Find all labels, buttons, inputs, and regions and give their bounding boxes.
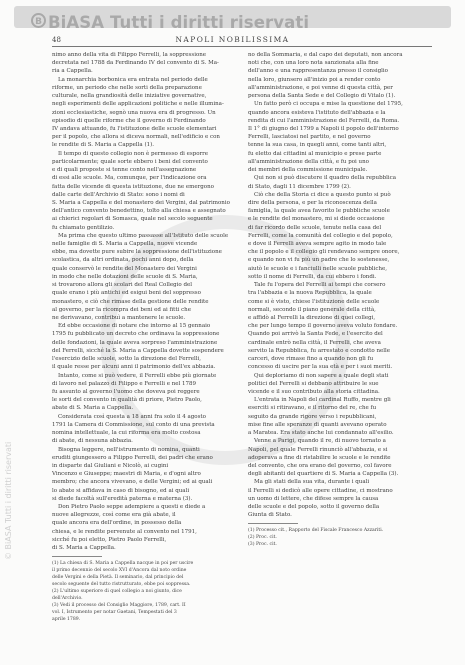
text-line: in disparte dal Giuliani e Nicolò, ai cugini xyxy=(52,462,169,469)
text-line: Giunta di Stato. xyxy=(248,512,292,519)
footnote-line: dell'Archivio. xyxy=(52,596,83,602)
running-head: NAPOLI NOBILISSIMA xyxy=(175,35,290,44)
text-line: famiglia, la quale avea favorito le pubbliche scuole xyxy=(248,208,390,215)
text-line: no della Sommaria, e dal capo dei deputati, non ancora xyxy=(248,52,403,58)
text-line: di abate, di nessuna abbazia. xyxy=(52,438,133,445)
text-line: delle fondazioni, la quale aveva sorpreso l'amministrazione xyxy=(52,339,218,346)
text-line: del Ferrelli, sicché la S. Maria a Cappella dovette sospendere xyxy=(52,347,224,354)
text-line: aiutò le scuole e i fanciulli nelle scuole pubbliche, xyxy=(248,265,387,272)
text-line: del convento, che ora erano del governo, col favore xyxy=(248,462,392,469)
text-line: abate di S. Maria a Cappella. xyxy=(52,405,134,412)
text-line: Considerata così questa a 18 anni fra solo il 4 agosto xyxy=(58,413,206,420)
page-number: 48 xyxy=(52,36,61,44)
text-line: particolarmente; quale sorte ebbero i beni del convento xyxy=(52,158,208,165)
text-line: fu assunto al governo l'uomo che doveva poi reggere xyxy=(52,388,200,395)
text-line: noti che, con una loro nota sanzionata alla fine xyxy=(248,60,379,67)
text-line: riforme, un periodo che nelle sorti della preparazione xyxy=(52,84,202,91)
text-line: scolastica, da altri ordinata, pochi anni dopo, della xyxy=(52,257,194,264)
text-line: un uomo di lettere, che difese sempre la causa xyxy=(248,495,379,502)
text-line: dei membri della commissione municipale. xyxy=(248,167,368,174)
text-line: si trovarono allora gli scolari del Real Collegio del xyxy=(52,282,192,289)
text-line: Ferrelli, come la comunità del collegio e del popolo, xyxy=(248,232,393,239)
text-line: e le rendite del monastero, mi si diede occasione xyxy=(248,216,385,223)
text-line: mise fine alle speranze di quanti avevano operato xyxy=(248,421,387,428)
text-line: negli esperimenti delle applicazioni politiche e nelle illumina- xyxy=(52,101,224,108)
text-line: Tale fu l'opera del Ferrelli ai tempi che corsero xyxy=(254,282,386,289)
text-line: Qui non si può discutere il quadro della repubblica xyxy=(254,175,396,182)
text-line: tra l'abbazia e la nuova Repubblica, la quale xyxy=(248,290,372,297)
footnote-line: delle Vergini e della Pietà. Il seminario, dal principio del xyxy=(52,575,184,581)
text-line: concesso di uscire per la sua età e per i suoi meriti. xyxy=(248,364,393,371)
text-line: politici del Ferrelli si debbano attribuire le sue xyxy=(248,380,379,387)
text-line: le rendite di S. Maria a Cappella (1). xyxy=(52,142,154,149)
text-line: di lavoro nel palazzo di Filippo e Ferrelli e nel 1789 xyxy=(52,380,197,387)
text-line: seguito da grande rigore verso i repubblicani, xyxy=(248,413,377,420)
text-line: Don Pietro Paolo seppe adempiere a questi e diede a xyxy=(58,504,206,511)
text-line: sotto il nome di Ferrelli, da cui ebbero i fondi. xyxy=(248,273,377,280)
footnote-rule xyxy=(248,523,298,524)
text-line: degli abitanti del quartiere di S. Maria a Cappella (3). xyxy=(248,471,399,478)
text-line: e affidò al Ferrelli la direzione di quei collegi, xyxy=(248,315,376,321)
text-line: al governo, per la ricompra dei beni ed ai fitti che xyxy=(52,306,191,313)
text-line: Vincenzo e Giuseppe; maestri di Maria, e d'ogni altro xyxy=(52,471,201,478)
biasa-logo-icon: B xyxy=(31,13,46,28)
text-line: e di quali proposte si tenne conto nell'assegnazione xyxy=(52,167,197,174)
text-line: ebbe, ma dovette pure subire la soppressione dell'istituzione xyxy=(52,249,222,256)
text-line: quale ancora era dell'ordine, in possesso della xyxy=(52,520,182,527)
text-line: eserciti si ritiravano, e il ritorno del re, che fu xyxy=(248,405,377,412)
text-line: chiesa, e le rendite pervenute al convento nel 1791, xyxy=(52,528,197,535)
text-line: ne derivavano, contribuì a mantenere le scuole. xyxy=(52,315,186,321)
text-line: episodio di quelle riforme che il governo di Ferdinando xyxy=(52,117,206,124)
text-line: decretata nel 1788 da Ferdinando IV del convento di S. Ma- xyxy=(52,60,219,67)
footnote-line: (2) L'ultimo superiore di quel collegio a noi giunto, dice xyxy=(52,589,182,595)
text-line: Il 1° di giugno del 1799 a Napoli il popolo dell'interno xyxy=(248,125,399,132)
text-line: all'amministrazione della città, e fu poi uno xyxy=(248,158,369,165)
text-line: monastero, e ciò che rimase della gestione delle rendite xyxy=(52,298,209,305)
text-line: ai chierici regolari di Somasca, quale nel secolo seguente xyxy=(52,216,213,223)
text-line: Quando poi arrivò la Santa Fede, e l'esercito del xyxy=(248,331,383,338)
text-line: dell'antico convento benedettino, tolto alla chiesa e assegnato xyxy=(52,208,226,215)
text-line: che per lungo tempo il governo aveva voluto fondare. xyxy=(248,323,398,330)
footnote-line: il primo decennio del secolo XVI d'Ancora dal noto ordine xyxy=(52,568,187,574)
text-line: Ferrelli, lasciatosi nel partito, e nel governo xyxy=(248,134,371,141)
text-line: L'entrata in Napoli del cardinal Ruffo, mentre gli xyxy=(254,397,391,404)
text-line: Il tempo di questo collegio non è permesso di esporre xyxy=(58,150,209,157)
text-line: Ma gli stati della sua vita, durante i quali xyxy=(254,479,370,486)
text-line: nomina intellettuale, la cui riforma era molto costosa xyxy=(52,430,201,437)
text-line: sicché fu poi eletto, Pietro Paolo Ferrelli, xyxy=(52,536,167,543)
text-line: nelle famiglie di S. Maria a Cappella, nuove vicende xyxy=(52,241,198,248)
footnote-line: vol. I, Istrumento per notar Gaetani, Tempestati del 3 xyxy=(52,610,177,616)
text-line: tenne la sua casa, in quegli anni, come tanti altri, xyxy=(248,142,387,149)
text-line: le sorti del convento in qualità di priore, Pietro Paolo, xyxy=(52,397,202,404)
text-column-left xyxy=(52,51,232,663)
text-line: di S. Maria a Cappella. xyxy=(52,545,116,552)
text-line: Intanto, come si può vedere, il Ferrelli ebbe più giornate xyxy=(58,372,217,379)
text-line: nella loro, giunsero all'inizio poi a render conto xyxy=(248,76,381,83)
text-line: La monarchia borbonica era entrata nel periodo delle xyxy=(58,76,208,83)
text-line: nimo anno della vita di Filippo Ferrelli, la soppressione xyxy=(52,52,207,58)
footnote-line: aprile 1789. xyxy=(52,617,81,623)
footnote-rule xyxy=(52,556,102,557)
text-line: di Stato, dagli 11 dicembre 1799 (2). xyxy=(248,183,351,190)
text-line: si diede facoltà sull'eredità paterna e materna (3). xyxy=(52,495,193,502)
footnote-line: (2) Proc. cit. xyxy=(248,535,277,541)
text-line: servito la Repubblica, fu arrestato e condotto nelle xyxy=(248,347,391,354)
text-line: fu eletto dai cittadini al municipio e prese parte xyxy=(248,150,382,157)
text-line: Ma prima che questo ultimo passasse all'Istituto delle scuole xyxy=(58,232,229,239)
text-line: rendita di cui l'amministrazione del Ferrelli, da Roma. xyxy=(248,117,400,124)
text-line: 1795 fu pubblicato un decreto che ordinava la soppressione xyxy=(52,331,220,338)
text-line: dalle carte dell'Archivio di Stato: sono i nomi di xyxy=(52,191,185,198)
text-line: nuove allegrezze, così come era già abate, il xyxy=(52,512,176,519)
text-column-right xyxy=(248,51,428,663)
text-line: Napoli, pel quale Ferrelli rinunciò all'abbazia, e si xyxy=(248,446,388,453)
footnote-line: secolo seguente del tutto ristrutturato, ebbe poi soppressa. xyxy=(52,582,191,588)
text-line: IV andava attuando, fu l'istituzione delle scuole elementari xyxy=(52,125,217,132)
side-watermark-text: © BiASA Tutti i diritti riservati xyxy=(4,441,13,560)
text-line: adoperava a fine di ristabilire le scuole e le rendite xyxy=(248,454,391,461)
text-line: a Maratea. Era stato anche lui condannato all'esilio. xyxy=(248,430,394,437)
text-line: per il popolo, che allora si diceva normali, nell'edificio e con xyxy=(52,134,220,141)
text-line: Venne a Parigi, quando il re, di nuovo tornato a xyxy=(254,438,386,445)
text-line: dell'anno e una rappresentanza presso il consiglio xyxy=(248,68,388,75)
text-line: all'amministrazione, e poi venne di questa città, per xyxy=(248,84,393,91)
footnote-line: (3) Proc. cit. xyxy=(248,542,277,548)
text-line: che il popolo e il collegio gli rendevano sempre onore, xyxy=(248,249,400,256)
text-line: quale conservò le rendite del Monastero dei Vergini xyxy=(52,265,197,272)
text-line: Ciò che della Storia ci dice a questo punto si può xyxy=(254,191,391,198)
text-line: vicende e il suo contributo alla storia cittadina. xyxy=(248,388,380,395)
text-line: quale erano i più antichi ed esigui beni del soppresso xyxy=(52,290,201,297)
text-line: lo abate si affidava in caso di bisogno, ed ai quali xyxy=(52,487,190,494)
footnote-line: (3) Vedi il processo del Consiglio Maggiore, 1789, cart. II xyxy=(52,603,186,609)
header-rule xyxy=(52,46,432,47)
text-line: di essi alle scuole. Ma, comunque, per l'indicazione ora xyxy=(52,175,207,182)
text-line: il Ferrelli si dedicò alle opere cittadine, ci mostrano xyxy=(248,487,393,494)
text-line: fatta delle vicende di questa istituzione, due ne emergono xyxy=(52,183,214,190)
text-line: persona della Santa Sede e del Collegio di Vitalo (1). xyxy=(248,93,396,100)
text-line: normali, secondo il piano generale della città, xyxy=(248,306,376,313)
text-line: di far ricordo delle scuole, tenute nella casa del xyxy=(248,224,382,231)
text-line: Ed ebbe occasione di notare che intorno al 15 gennaio xyxy=(58,323,211,330)
text-line: e quando non vi fu più un padre che lo sostenesse, xyxy=(248,257,390,264)
text-line: 1791 la Camera di Commissione, sul conto di una prevista xyxy=(52,421,215,428)
text-line: il quale resse per alcuni anni il patrimonio dell'ex abbazia. xyxy=(52,364,216,371)
text-line: Bisogna leggere, nell'istrumento di nomina, quanti xyxy=(58,446,200,453)
text-line: come si è visto, chiese l'istituzione delle scuole xyxy=(248,298,380,305)
text-line: eruditi giungessero a Filippo Ferrelli, dei padri che erano xyxy=(52,454,213,461)
text-line: dire della persona, e per la riconoscenza della xyxy=(248,199,377,206)
text-line: Un fatto però ci occupa e mise la questione del 1795, xyxy=(254,101,403,108)
copyright-banner xyxy=(14,6,451,32)
text-line: quando ancora esisteva l'istituto dell'abbazia e la xyxy=(248,109,386,116)
text-line: Qui deploriamo di non sapere a quale degli stati xyxy=(254,372,389,379)
footnote-line: (1) Processo cit., Rapporto del Fiscale Francesco Azzariti. xyxy=(248,528,384,534)
footnote-line: (1) La chiesa di S. Maria a Cappella nacque in poi per uscire xyxy=(52,561,194,567)
text-line: l'esercizio delle scuole, sotto la direzione del Ferrelli, xyxy=(52,356,202,363)
text-line: culturale, nella grandiosità delle iniziative governative, xyxy=(52,93,207,100)
text-line: fu chiamato gentilizio. xyxy=(52,224,115,231)
text-line: in modo che nelle dotazioni delle scuole di S. Maria, xyxy=(52,273,198,280)
text-line: delle scuole e del popolo, sotto il governo della xyxy=(248,504,380,511)
text-line: membro; che ancora vivevano, e delle Vergini; ed ai quali xyxy=(52,479,213,486)
text-line: cardinale entrò nella città, il Ferrelli, che aveva xyxy=(248,339,381,346)
text-line: e dove il Ferrelli aveva sempre agito in modo tale xyxy=(248,241,387,248)
text-line: zioni ecclesiastiche, segnò una nuova era di progresso. Un xyxy=(52,109,216,116)
text-line: carceri, dove rimase fino a quando non gli fu xyxy=(248,356,374,363)
text-line: ria a Cappella. xyxy=(52,68,93,75)
text-line: S. Maria a Cappella e del monastero dei Vergini, dal patrimonio xyxy=(52,199,230,206)
copyright-banner-text: BiASA Tutti i diritti riservati xyxy=(48,13,310,32)
